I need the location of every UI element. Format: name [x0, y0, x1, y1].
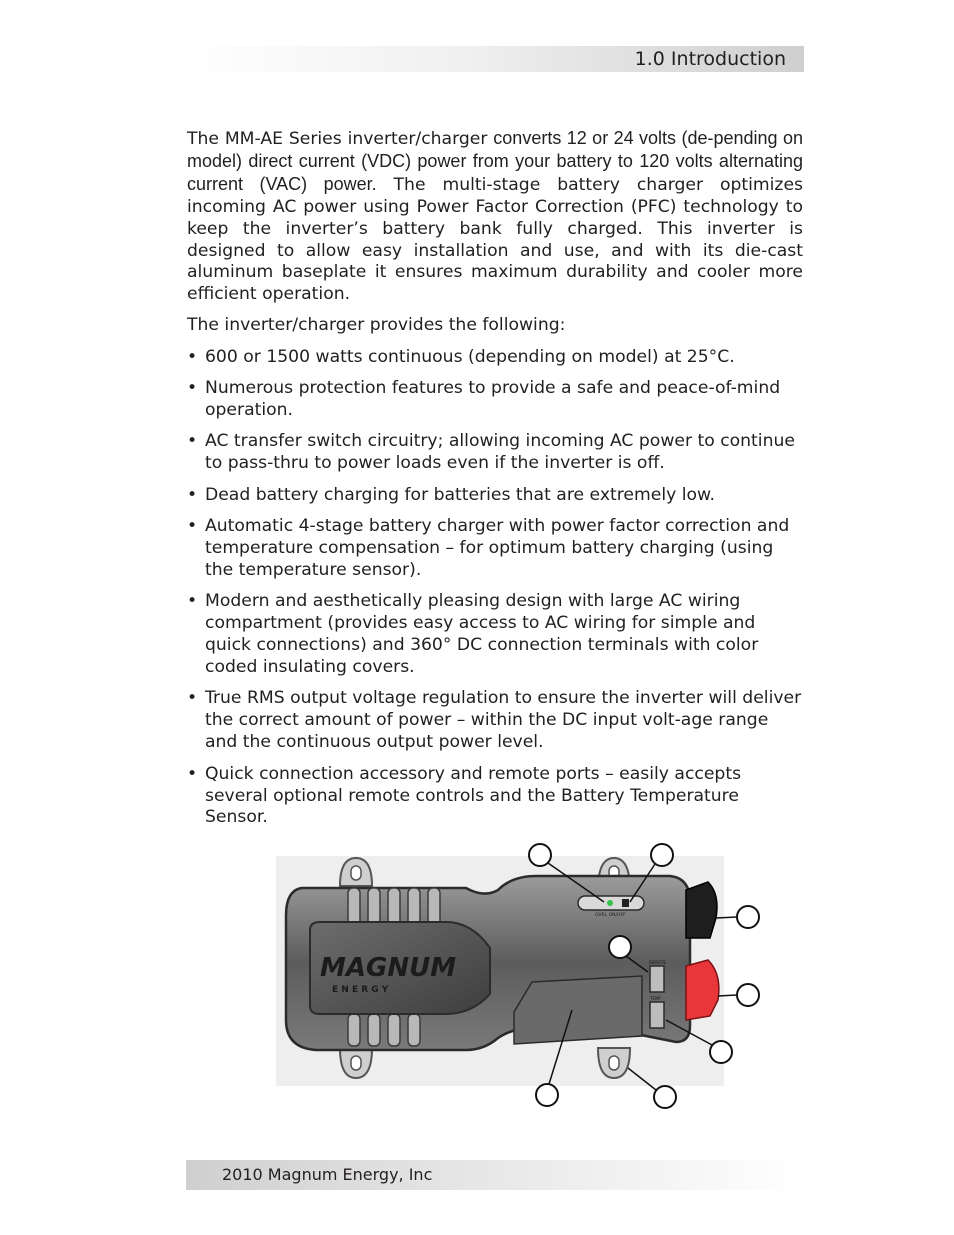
intro-part1: The MM-AE Series inverter/charger [187, 129, 494, 149]
footer-copyright: 2010 Magnum Energy, Inc [222, 1165, 433, 1184]
feature-item: • Numerous protection features to provide a safe and peace-of-mind operation. [187, 378, 803, 422]
footer-bar [186, 1160, 804, 1190]
power-switch [622, 899, 629, 907]
feature-item: • Modern and aesthetically pleasing design with large AC wiring compartment (provides easy access to AC wiring for simple and quick connections) and 360° DC connection terminals with color coded insulating covers. [187, 591, 803, 679]
inverter-illustration [276, 838, 766, 1110]
intro-emphasis: converts 12 or 24 volts (de-pending on model) direct current (VDC) power from your battery to 120 volts alternating current (VAC) power. [187, 128, 803, 194]
inverter-figure [276, 838, 766, 1110]
feature-item: • True RMS output voltage regulation to ensure the inverter will deliver the correct amount of power – within the DC input volt-age range and the continuous output power level. [187, 688, 803, 754]
brand-logo: MAGNUM [320, 953, 457, 983]
features-list [187, 347, 803, 830]
temp-port-label: TEMP [650, 996, 661, 1001]
remote-port [650, 966, 664, 992]
brand-logo-subtext: E N E R G Y [332, 985, 389, 995]
feature-item: • Automatic 4-stage battery charger with power factor correction and temperature compensation – for optimum battery charging (using the temperature sensor). [187, 516, 803, 582]
intro-part2: The multi-stage battery charger optimizes incoming AC power using Power Factor Correction (PFC) technology to keep the inverter’s battery bank fully charged. This inverter is designed to allow easy installation and use, and with its die-cast aluminum baseplate it ensures maximum durability and cooler more efficient operation. [187, 174, 803, 305]
ac-wiring-compartment [514, 976, 642, 1044]
dc-negative-terminal-cover [686, 882, 717, 938]
feature-item: • 600 or 1500 watts continuous (depending on model) at 25°C. [187, 347, 803, 369]
feature-item: • AC transfer switch circuitry; allowing incoming AC power to continue to pass-thru to power loads even if the inverter is off. [187, 431, 803, 475]
intro-paragraph [187, 128, 803, 306]
remote-port-label: REMOTE [649, 960, 666, 965]
feature-item: • Quick connection accessory and remote ports – easily accepts several optional remote controls and the Battery Temperature Sensor. [187, 764, 803, 830]
panel-label: OVRL ON/OFF [595, 913, 626, 918]
body-text [187, 128, 803, 829]
section-title: 1.0 Introduction [634, 48, 786, 70]
status-led [607, 900, 613, 906]
features-lead: The inverter/charger provides the following: [187, 315, 566, 336]
feature-item: • Dead battery charging for batteries that are extremely low. [187, 485, 803, 507]
temp-sensor-port [650, 1002, 664, 1028]
header-bar [186, 46, 804, 72]
